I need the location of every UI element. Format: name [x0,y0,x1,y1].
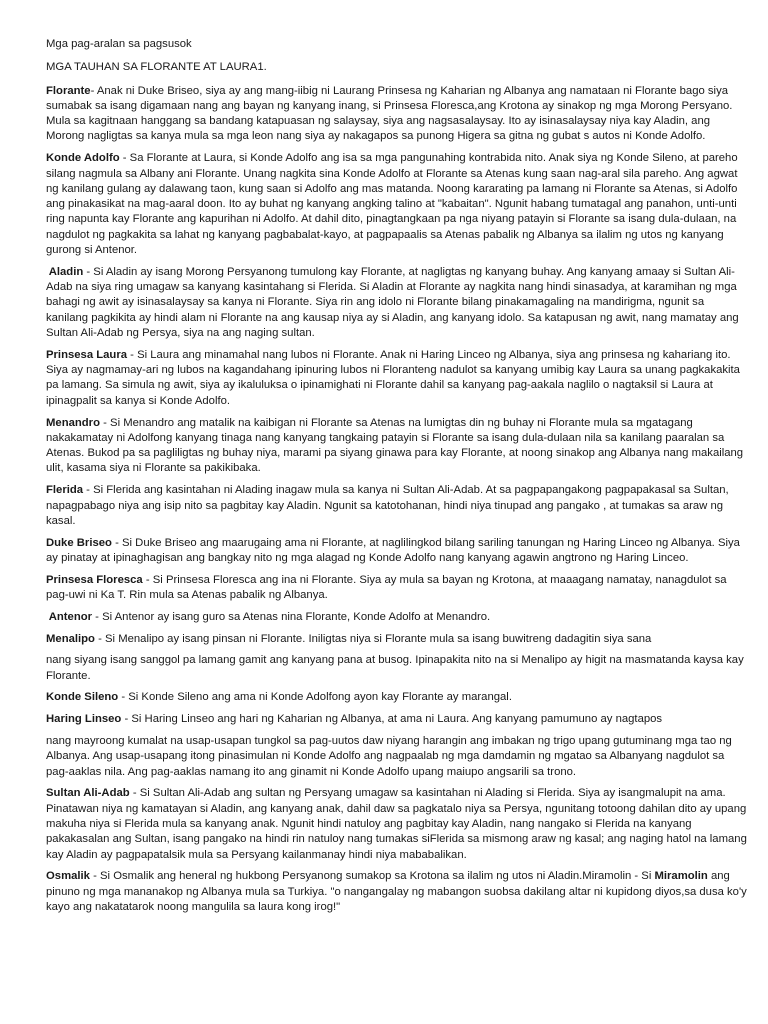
entry-separator: - [94,632,106,645]
entry-separator: - [92,610,103,623]
entry-sultan-ali-adab [46,786,748,862]
entry-separator: - [118,691,129,704]
entry-name: Menalipo [46,632,95,645]
entry-osmalik [46,869,748,915]
entry-name: Aladin [46,265,84,278]
entry-florante [46,84,748,145]
entry-menalipo-continued [46,653,748,684]
entry-name: Konde Adolfo [46,152,120,165]
entry-text: Anak ni Duke Briseo, siya ay ang mang-iibig ni Laurang Prinsesa ng Kaharian ng Albanya ang namataan ni Florante bago siya sumabak sa isang digamaan nang ang bayan ng kanyang inang, si Prinsesa Floresca,ang Krotona ay sinakop ng mga Morong Persyano. Mula sa kagitnaan hanggang sa bandang katapuasan ng salaysay, siya ang nagsasalaysay. Ito ay isinasalaysay niya kay Aladin, ang Morong nagligtas sa kanya mula sa mga leon nang siya ay nakagapos sa punong Higera sa gitna ng gubat s autos ni Konde Adolfo. [46,84,733,143]
entry-text: Si Laura ang minamahal nang lubos ni Florante. Anak ni Haring Linceo ng Albanya, siya ang prinsesa ng kahariang ito. Siya ay nagmamay-ari ng lubos na kagandahang ipinuring lubos ni Floranteng nadulot sa kanyang umibig kay Laura sa unang pagkakakita pa lamang. Sa simula ng awit, siya ay ikaluluksa o ipinamighati ni Florante dahil sa kanyang pag-aakala naglilo o nagtaksil si Laura at ipinagpalit sa kanya si Konde Adolfo. [46,348,740,407]
entry-prinsesa-floresca [46,573,748,604]
entry-text: Si Sultan Ali-Adab ang sultan ng Persyang umagaw sa kasintahan ni Alading si Flerida. Siya ay isangmalupit na ama. Pinatawan niya ng kamatayan si Aladin, ang kanyang anak, dahil daw sa pagkatalo niya sa Persya, ngunitang totoong dahilan dito ay upang makuha niya si Flerida mula sa kanyang anak. Ngunit hindi natuloy ang pagbitay kay Aladin, nang nangako si Flerida na kanyang pakakasalan ang Sultan, isang pangako na hindi rin natuloy nang tumakas siFlerida sa mismong araw ng kasal; ang naging hatol na lamang kay Aladin ay pagpapatalsik mula sa Persyang kailanmanay hindi niya mababalikan. [46,787,747,861]
entry-name: Osmalik [46,870,90,883]
entry-duke-briseo [46,536,748,567]
entry-name: Haring Linseo [46,713,122,726]
document-kicker: Mga pag-aralan sa pagsusok [46,38,192,50]
entry-text: Si Prinsesa Floresca ang ina ni Florante. Siya ay mula sa bayan ng Krotona, at maaagang namatay, nanagdulot sa pag-uwi ni Ka T. Rin mula sa Atenas pabalik ng Albanya. [46,573,727,601]
entry-menalipo [46,632,748,647]
entry-prinsesa-laura [46,348,748,409]
entry-text: Si Menandro ang matalik na kaibigan ni Florante sa Atenas na lumigtas din ng buhay ni Florante mula sa mgatagang nakakamatay ni Adolfong kanyang tinaga nang kanyang tangkaing patayin si Florante sa isang dula-dulaan nila sa kanilang paaralan sa Atenas. Bukod pa sa pagliligtas ng buhay niya, marami pa siyang ginawa para kay Florante, at noong sinakop ang Albanya nang makailang ulit, kasama siya ni Florante sa pakikibaka. [46,416,744,475]
entry-flerida [46,483,748,529]
entry-menandro [46,416,748,477]
entry-name: Antenor [46,610,93,623]
entry-antenor [46,610,748,625]
entry-name: Florante [46,84,91,97]
entry-separator: - [83,484,94,497]
entry-separator: - [90,84,97,97]
entry-text: Si Duke Briseo ang maarugaing ama ni Florante, at naglilingkod bilang sariling tanungan ng Haring Linceo ng Albanya. Siya ay pinatay at ipinaghagisan ang bangkay nito ng mga alagad ng Konde Adolfo nang kanyang agawin angtrono ng Haring Linceo. [46,536,740,564]
entry-separator: - [111,536,122,549]
entry-separator: - [99,416,111,429]
entry-separator: - [89,870,101,883]
entry-haring-linseo-continued [46,734,748,780]
entry-text: Si Menalipo ay isang pinsan ni Florante. Iniligtas niya si Florante mula sa isang buwitreng dadagitin siya sana [105,632,652,645]
entry-text: Si Haring Linseo ang hari ng Kaharian ng Albanya, at ama ni Laura. Ang kanyang pamumuno ay nagtapos [131,713,663,726]
entry-separator: - [119,152,130,165]
entry-konde-sileno [46,690,748,705]
entry-name-miramolin: Miramolin [654,870,708,883]
entry-name: Prinsesa Laura [46,348,128,361]
entry-text: Si Osmalik ang heneral ng hukbong Persyanong sumakop sa Krotona sa ilalim ng utos ni Aladin.Miramolin - Si [100,870,655,883]
document-title: MGA TAUHAN SA FLORANTE AT LAURA1. [46,61,267,74]
entry-text: Sa Florante at Laura, si Konde Adolfo ang isa sa mga pangunahing kontrabida nito. Anak siya ng Konde Sileno, at pareho silang nagmula sa Albany ani Florante. Unang nagkita sina Konde Adolfo at Florante sa Atenas kung saan nag-aral sila pareho. Ang agwat ng kanilang gulang ay dalawang taon, kung saan si Adolfo ang mas matanda. Noong kararating pa lamang ni Florante sa Atenas, si Adolfo ang pinakasikat na mag-aaral doon. Ito ay buhat ng kanyang angking talino at "kabaitan". Ngunit habang tumatagal ang panahon, unti-unti ring napunta kay Florante ang kapurihan ni Adolfo. At dahil dito, pinagtangkaan pa nga niyang patayin si Florante sa isang dula-dulaan, na nagdulot ng pagkakita sa lahat ng kanyang pagbabalat-kayo, at pagpapaalis sa Atenas pabalik ng Albanya sa ilalim ng utos ng kanyang gurong si Antenor. [46,152,738,257]
entry-name: Sultan Ali-Adab [46,787,130,800]
entry-name: Flerida [46,484,84,497]
entry-separator: - [127,348,138,361]
entry-separator: - [129,787,140,800]
entry-separator: - [83,265,94,278]
entry-separator: - [121,713,132,726]
entry-name: Konde Sileno [46,691,119,704]
entry-separator: - [142,573,153,586]
entry-text: Si Konde Sileno ang ama ni Konde Adolfong ayon kay Florante ay marangal. [128,691,512,704]
entry-konde-adolfo [46,151,748,258]
entry-name: Menandro [46,416,100,429]
entry-text: nang mayroong kumalat na usap-usapan tungkol sa pag-uutos daw niyang harangin ang imbakan ng trigo upang gutuminang mga tao ng Albanya. Ang usap-usapang itong pinasimulan ni Konde Adolfo ang nagpaalab ng mga damdamin ng mgatao sa Albanyang nagdulot sa pag-aaklas nila. Ang pag-aaklas namang ito ang ginamit ni Konde Adolfo upang maiupo angsarili sa trono. [46,735,732,778]
entry-text: nang siyang isang sanggol pa lamang gamit ang kanyang pana at busog. Ipinapakita nito na si Menalipo ay higit na masmatanda kaysa kay Florante. [46,654,744,682]
entry-text-miramolin: ang pinuno ng mga mananakop ng Albanya mula sa Turkiya. "o nangangalay ng mabangon suobsa dakilang altar ni kupidong diyos,sa dusa ko'y kayo ang nakatatarok noong mangulila sa laura kong irog!" [46,870,747,914]
entry-haring-linseo [46,712,748,727]
entry-text: Si Antenor ay isang guro sa Atenas nina Florante, Konde Adolfo at Menandro. [102,610,491,623]
entry-name: Duke Briseo [46,536,112,549]
entry-aladin [46,265,748,341]
entry-name: Prinsesa Floresca [46,573,143,586]
entry-text: Si Aladin ay isang Morong Persyanong tumulong kay Florante, at nagligtas ng kanyang buhay. Ang kanyang amaay si Sultan Ali-Adab na siya ring umagaw sa kanyang kasintahang si Flerida. Si Aladin at Florante ay nagkita nang hindi sinasadya, at karamihan ng mga bahagi ng awit ay isinasalaysay sa kanya ni Florante. Siya rin ang idolo ni Florante bilang pinakamagaling na mandirigma, ngunit sa kanilang pagkikita ay hindi alam ni Florante na ang kausap niya ay si Aladin, ang kanyang idolo. Sa katapusan ng awit, nang mamatay ang Sultan Ali-Adab ng Persya, siya na ang naging sultan. [46,265,739,340]
entry-text: Si Flerida ang kasintahan ni Alading inagaw mula sa kanya ni Sultan Ali-Adab. At sa pagpapangakong pagpapakasal sa Sultan, napagpabago niya ang isip nito sa pagbitay kay Aladin. Ngunit sa katotohanan, hindi niya tinupad ang pangako , at tumakas sa araw ng kasal. [46,484,729,527]
